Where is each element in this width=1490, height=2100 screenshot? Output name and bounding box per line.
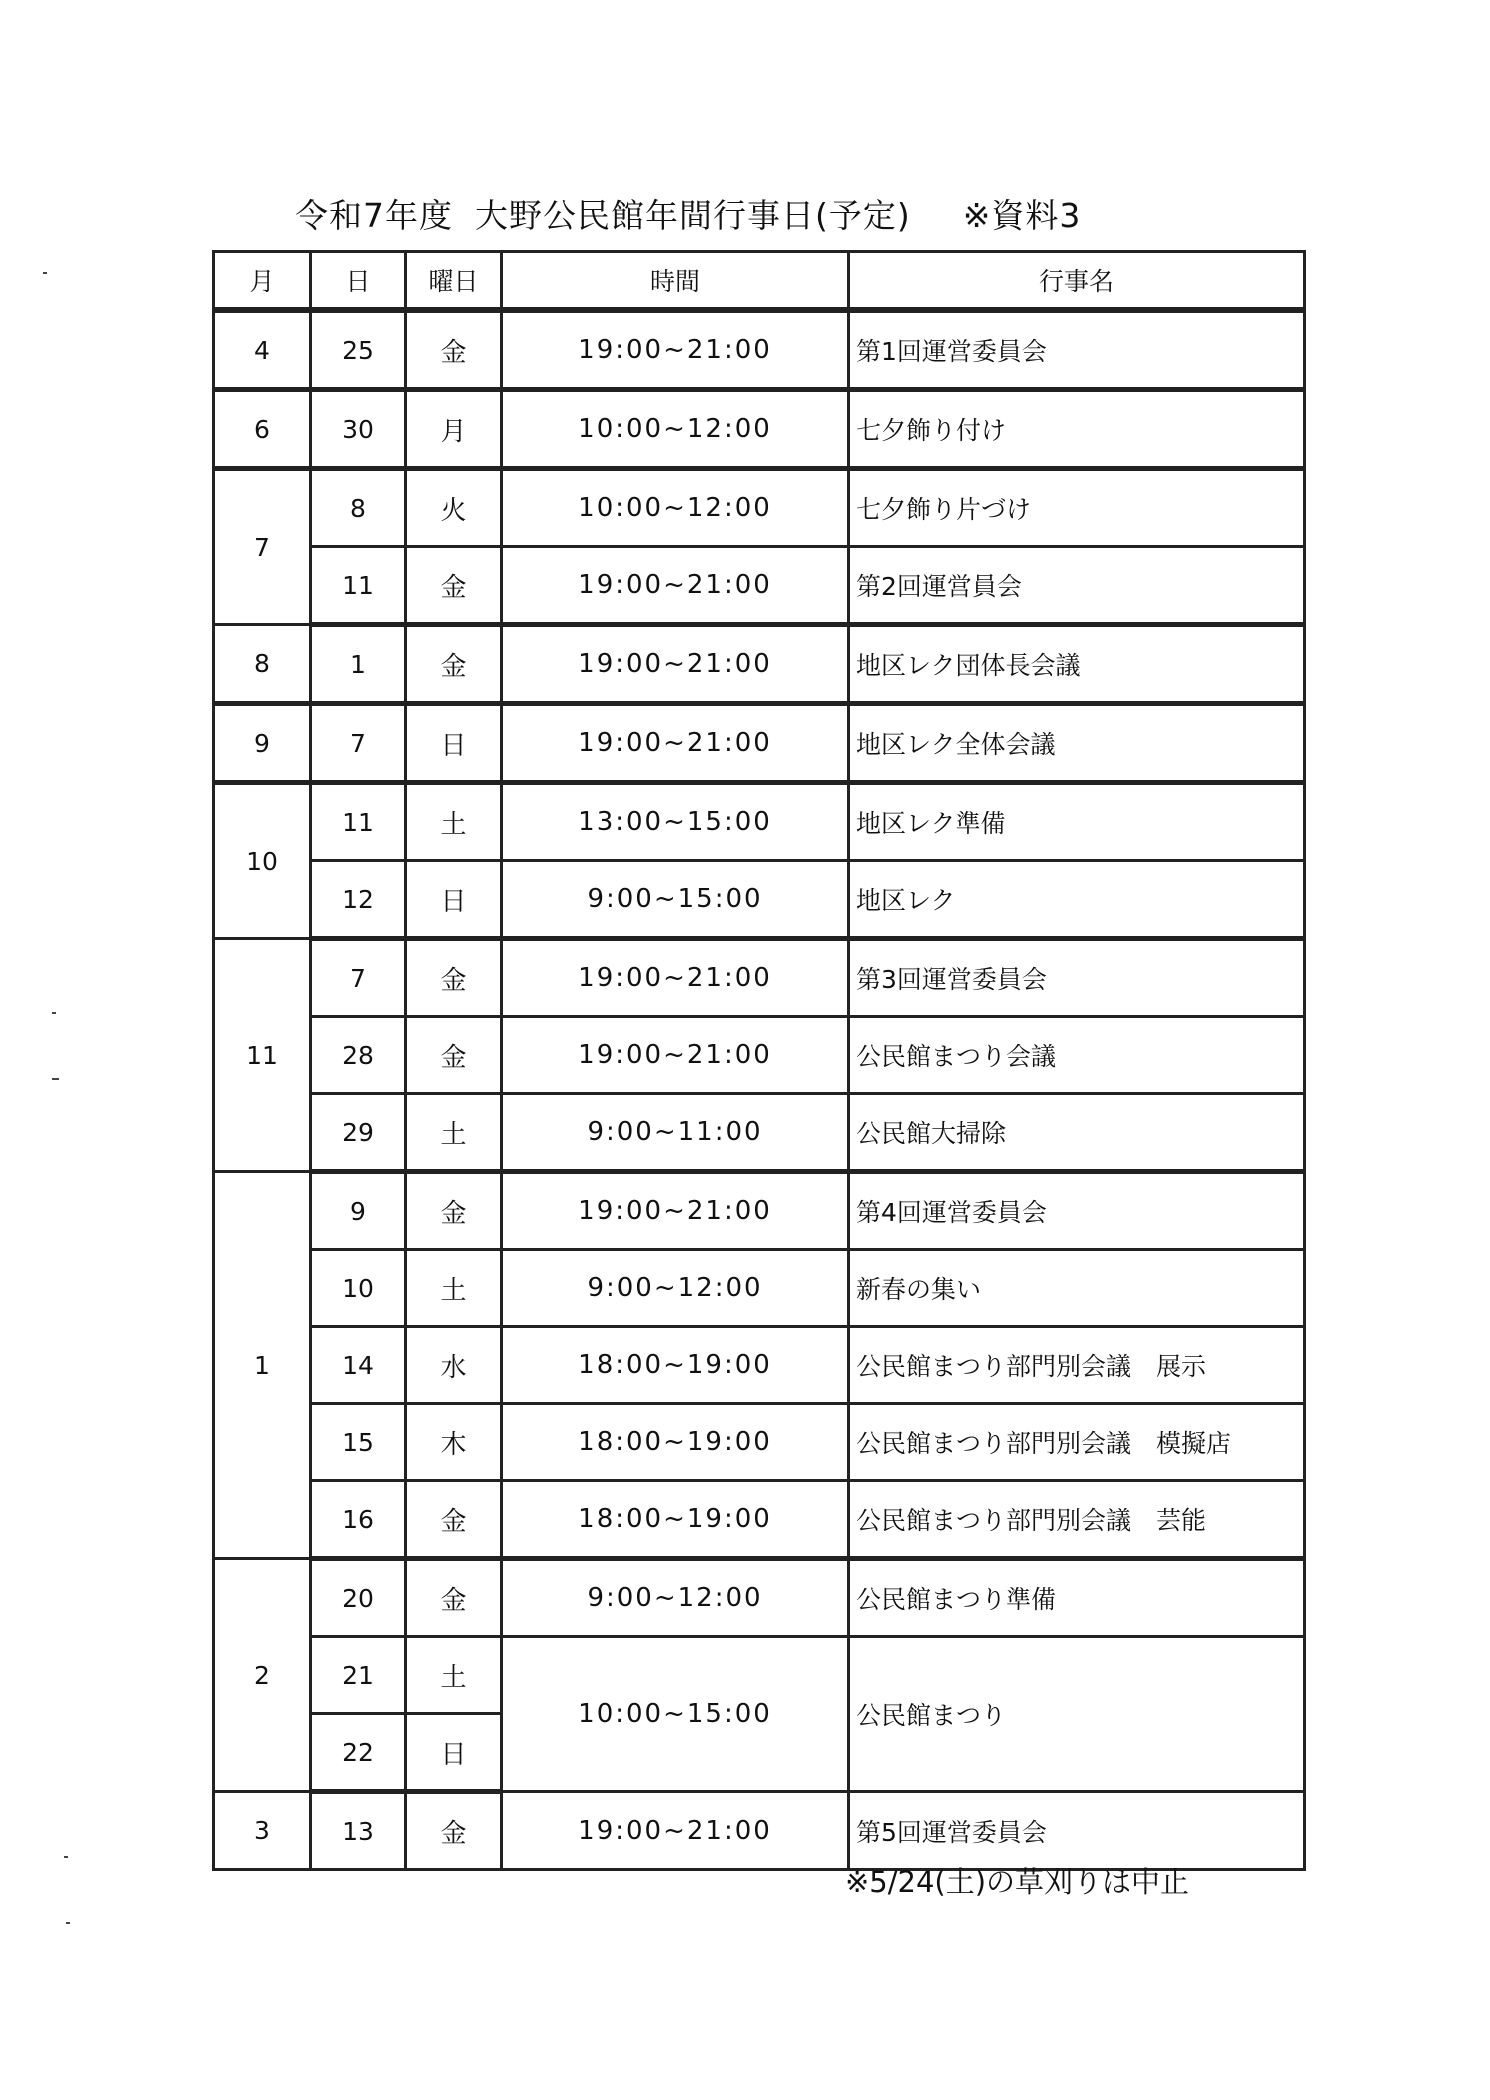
event-cell: 公民館大掃除	[849, 1094, 1305, 1172]
event-cell: 第4回運営委員会	[849, 1172, 1305, 1250]
event-cell: 公民館まつり会議	[849, 1017, 1305, 1094]
header-month: 月	[214, 252, 311, 311]
event-cell: 地区レク全体会議	[849, 704, 1305, 783]
weekday-cell: 金	[406, 1172, 502, 1250]
weekday-cell: 土	[406, 1094, 502, 1172]
scan-speck	[52, 1078, 59, 1080]
day-cell: 1	[311, 625, 406, 704]
weekday-cell: 土	[406, 783, 502, 861]
table-row	[214, 1094, 1305, 1172]
time-cell: 19:00~21:00	[502, 1792, 849, 1870]
page-title	[295, 190, 1295, 237]
event-cell: 地区レク	[849, 861, 1305, 939]
month-cell: 11	[214, 939, 311, 1172]
time-cell: 19:00~21:00	[502, 625, 849, 704]
day-cell: 20	[311, 1559, 406, 1637]
month-cell: 9	[214, 704, 311, 783]
day-cell: 7	[311, 704, 406, 783]
weekday-cell: 土	[406, 1637, 502, 1714]
day-cell: 25	[311, 310, 406, 390]
month-cell: 4	[214, 310, 311, 390]
scan-speck	[64, 1856, 68, 1858]
day-cell: 29	[311, 1094, 406, 1172]
month-cell: 1	[214, 1172, 311, 1559]
header-weekday: 曜日	[406, 252, 502, 311]
weekday-cell: 水	[406, 1327, 502, 1404]
time-cell: 19:00~21:00	[502, 310, 849, 390]
month-cell: 10	[214, 783, 311, 939]
day-cell: 22	[311, 1714, 406, 1792]
weekday-cell: 金	[406, 310, 502, 390]
time-cell: 9:00~12:00	[502, 1250, 849, 1327]
time-cell: 9:00~15:00	[502, 861, 849, 939]
table-row	[214, 1404, 1305, 1481]
time-cell: 9:00~11:00	[502, 1094, 849, 1172]
month-cell: 3	[214, 1792, 311, 1870]
event-cell: 第3回運営委員会	[849, 939, 1305, 1017]
scan-speck	[66, 1922, 70, 1924]
table-row	[214, 1637, 1305, 1714]
event-cell: 公民館まつり	[849, 1637, 1305, 1792]
day-cell: 16	[311, 1481, 406, 1559]
day-cell: 28	[311, 1017, 406, 1094]
event-cell: 第1回運営委員会	[849, 310, 1305, 390]
day-cell: 8	[311, 469, 406, 547]
scan-speck	[43, 272, 47, 274]
table-row	[214, 469, 1305, 547]
time-cell: 19:00~21:00	[502, 704, 849, 783]
header-day: 日	[311, 252, 406, 311]
time-cell: 18:00~19:00	[502, 1327, 849, 1404]
fiscal-year: 令和7年度	[295, 196, 453, 235]
weekday-cell: 土	[406, 1250, 502, 1327]
weekday-cell: 金	[406, 939, 502, 1017]
scan-speck	[52, 1012, 56, 1014]
event-cell: 公民館まつり準備	[849, 1559, 1305, 1637]
table-row	[214, 1481, 1305, 1559]
day-cell: 9	[311, 1172, 406, 1250]
time-cell: 19:00~21:00	[502, 547, 849, 625]
table-row	[214, 861, 1305, 939]
event-cell: 七夕飾り付け	[849, 390, 1305, 469]
weekday-cell: 日	[406, 704, 502, 783]
day-cell: 7	[311, 939, 406, 1017]
weekday-cell: 日	[406, 861, 502, 939]
table-row	[214, 1559, 1305, 1637]
event-cell: 第5回運営委員会	[849, 1792, 1305, 1870]
month-cell: 2	[214, 1559, 311, 1792]
time-cell: 10:00~12:00	[502, 469, 849, 547]
weekday-cell: 金	[406, 1559, 502, 1637]
event-cell: 第2回運営員会	[849, 547, 1305, 625]
table-row	[214, 625, 1305, 704]
day-cell: 11	[311, 547, 406, 625]
event-cell: 七夕飾り片づけ	[849, 469, 1305, 547]
table-row	[214, 704, 1305, 783]
day-cell: 13	[311, 1792, 406, 1870]
time-cell: 19:00~21:00	[502, 1017, 849, 1094]
table-header-row	[214, 252, 1305, 311]
weekday-cell: 金	[406, 547, 502, 625]
month-cell: 6	[214, 390, 311, 469]
table-row	[214, 1017, 1305, 1094]
time-cell: 19:00~21:00	[502, 1172, 849, 1250]
table-row	[214, 1250, 1305, 1327]
document-name: 大野公民館年間行事日(予定)	[475, 196, 911, 235]
table-row	[214, 390, 1305, 469]
table-row	[214, 783, 1305, 861]
day-cell: 15	[311, 1404, 406, 1481]
weekday-cell: 金	[406, 1017, 502, 1094]
event-cell: 地区レク団体長会議	[849, 625, 1305, 704]
month-cell: 8	[214, 625, 311, 704]
weekday-cell: 金	[406, 1481, 502, 1559]
day-cell: 21	[311, 1637, 406, 1714]
weekday-cell: 火	[406, 469, 502, 547]
event-cell: 地区レク準備	[849, 783, 1305, 861]
header-time: 時間	[502, 252, 849, 311]
time-cell: 18:00~19:00	[502, 1404, 849, 1481]
time-cell: 13:00~15:00	[502, 783, 849, 861]
event-cell: 公民館まつり部門別会議 芸能	[849, 1481, 1305, 1559]
time-cell: 10:00~15:00	[502, 1637, 849, 1792]
table-row	[214, 1327, 1305, 1404]
time-cell: 10:00~12:00	[502, 390, 849, 469]
event-cell: 新春の集い	[849, 1250, 1305, 1327]
footnote: ※5/24(土)の草刈りは中止	[845, 1865, 1190, 1899]
weekday-cell: 日	[406, 1714, 502, 1792]
header-event: 行事名	[849, 252, 1305, 311]
table-row	[214, 1172, 1305, 1250]
annual-events-table	[212, 250, 1306, 1871]
time-cell: 18:00~19:00	[502, 1481, 849, 1559]
weekday-cell: 木	[406, 1404, 502, 1481]
day-cell: 10	[311, 1250, 406, 1327]
weekday-cell: 金	[406, 625, 502, 704]
event-cell: 公民館まつり部門別会議 模擬店	[849, 1404, 1305, 1481]
table-row	[214, 939, 1305, 1017]
table-row	[214, 1792, 1305, 1870]
event-cell: 公民館まつり部門別会議 展示	[849, 1327, 1305, 1404]
weekday-cell: 月	[406, 390, 502, 469]
time-cell: 19:00~21:00	[502, 939, 849, 1017]
day-cell: 12	[311, 861, 406, 939]
time-cell: 9:00~12:00	[502, 1559, 849, 1637]
material-label: ※資料3	[962, 196, 1082, 235]
weekday-cell: 金	[406, 1792, 502, 1870]
table-row	[214, 310, 1305, 390]
day-cell: 30	[311, 390, 406, 469]
day-cell: 11	[311, 783, 406, 861]
month-cell: 7	[214, 469, 311, 625]
table-row	[214, 547, 1305, 625]
day-cell: 14	[311, 1327, 406, 1404]
